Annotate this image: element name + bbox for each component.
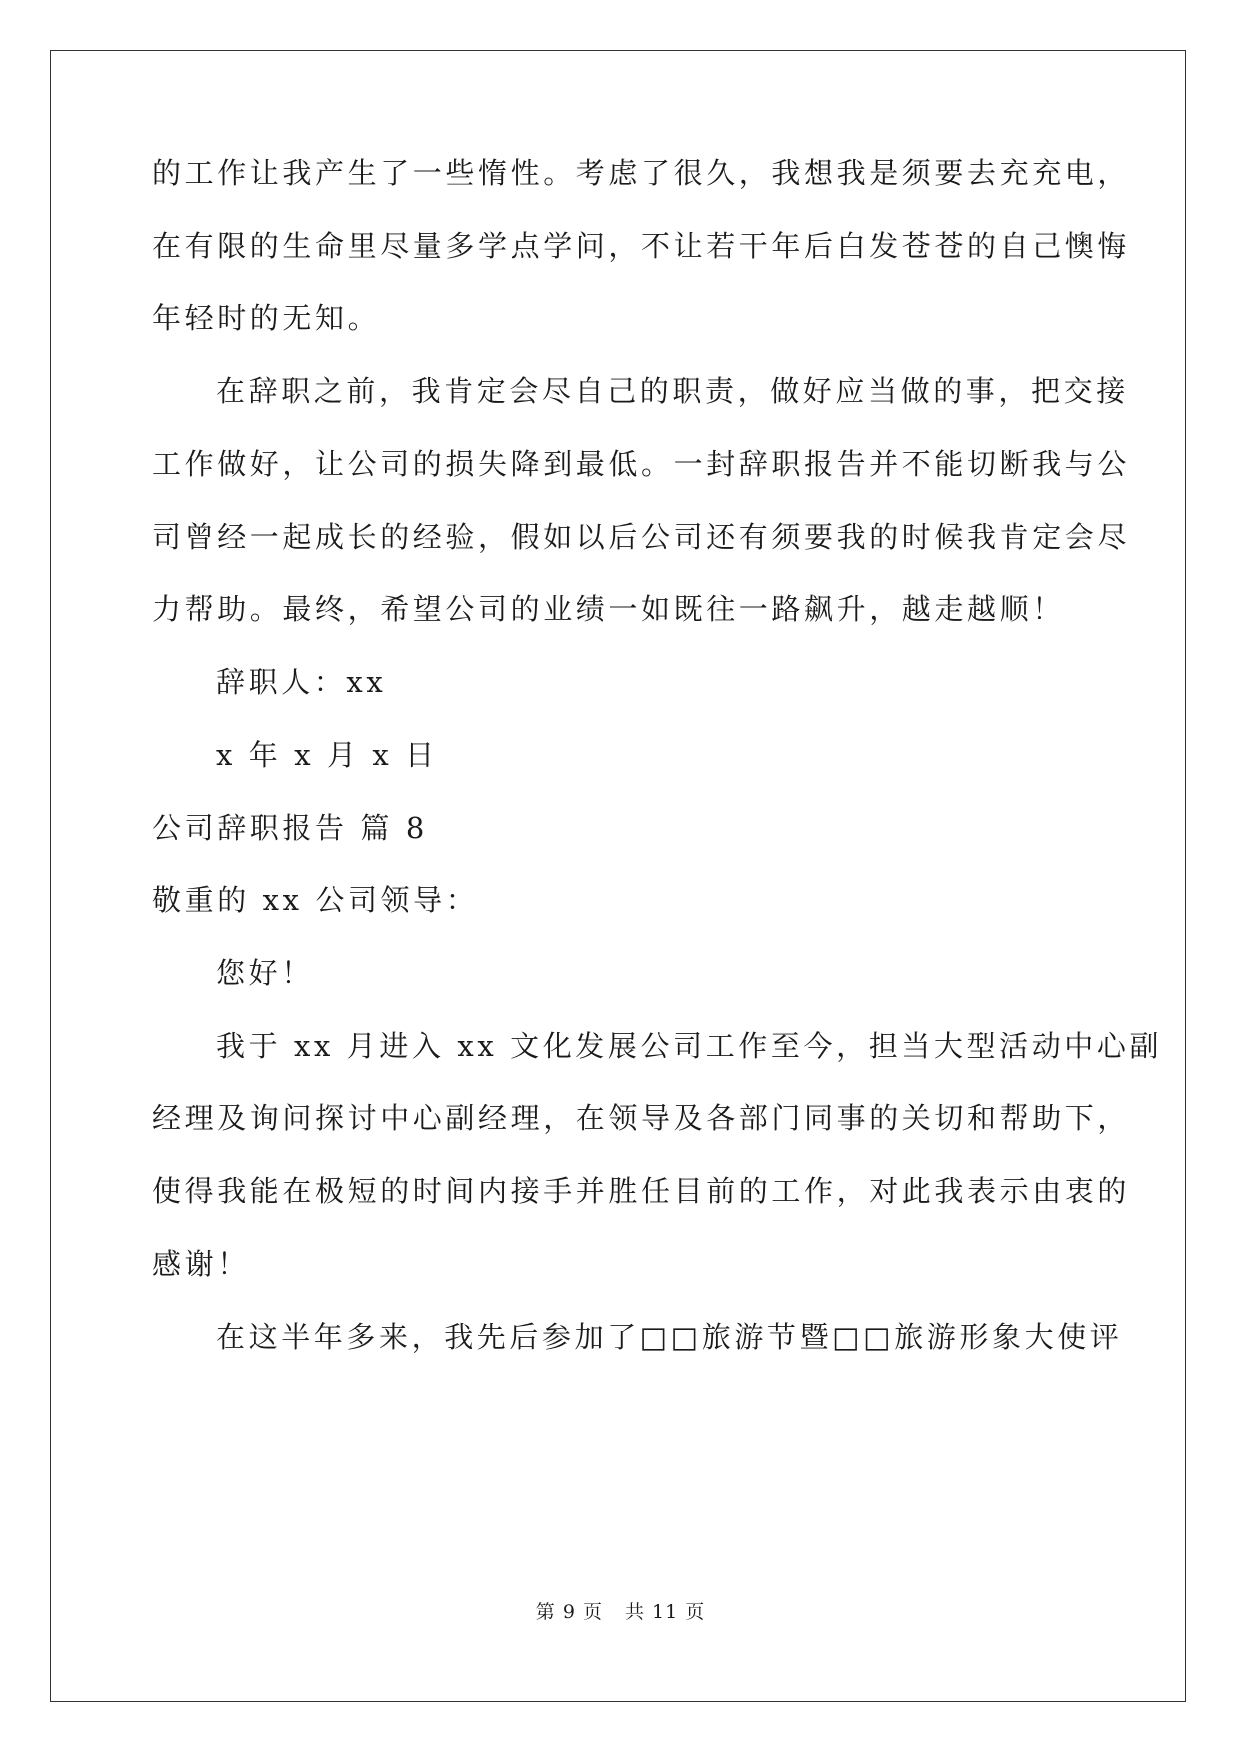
signatory-line: 辞职人：xx	[216, 665, 387, 699]
paragraph-line: 经理及询问探讨中心副经理，在领导及各部门同事的关切和帮助下，	[152, 1101, 1131, 1135]
paragraph-line: 在这半年多来，我先后参加了□□旅游节暨□□旅游形象大使评	[216, 1320, 1123, 1354]
paragraph-line: 使得我能在极短的时间内接手并胜任目前的工作，对此我表示由衷的	[152, 1174, 1131, 1208]
section-heading: 公司辞职报告 篇 8	[152, 811, 428, 845]
paragraph-line: 我于 xx 月进入 xx 文化发展公司工作至今，担当大型活动中心副	[216, 1029, 1163, 1063]
page-number: 第 9 页	[535, 1601, 603, 1623]
paragraph-line: 在辞职之前，我肯定会尽自己的职责，做好应当做的事，把交接	[216, 374, 1129, 408]
greeting: 您好！	[216, 956, 314, 990]
date-line: x 年 x 月 x 日	[216, 738, 438, 772]
paragraph-line: 力帮助。最终，希望公司的业绩一如既往一路飙升，越走越顺！	[152, 592, 1065, 626]
paragraph-line: 司曾经一起成长的经验，假如以后公司还有须要我的时候我肯定会尽	[152, 520, 1131, 554]
page-total: 共 11 页	[624, 1601, 706, 1623]
salutation: 敬重的 xx 公司领导：	[152, 883, 479, 917]
page-footer	[0, 1600, 1241, 1624]
paragraph-line: 年轻时的无知。	[152, 301, 381, 335]
paragraph-line: 在有限的生命里尽量多学点学问，不让若干年后白发苍苍的自己懊悔	[152, 229, 1131, 263]
paragraph-line: 感谢！	[152, 1247, 250, 1281]
paragraph-line: 的工作让我产生了一些惰性。考虑了很久，我想我是须要去充充电，	[152, 156, 1131, 190]
paragraph-line: 工作做好，让公司的损失降到最低。一封辞职报告并不能切断我与公	[152, 447, 1131, 481]
